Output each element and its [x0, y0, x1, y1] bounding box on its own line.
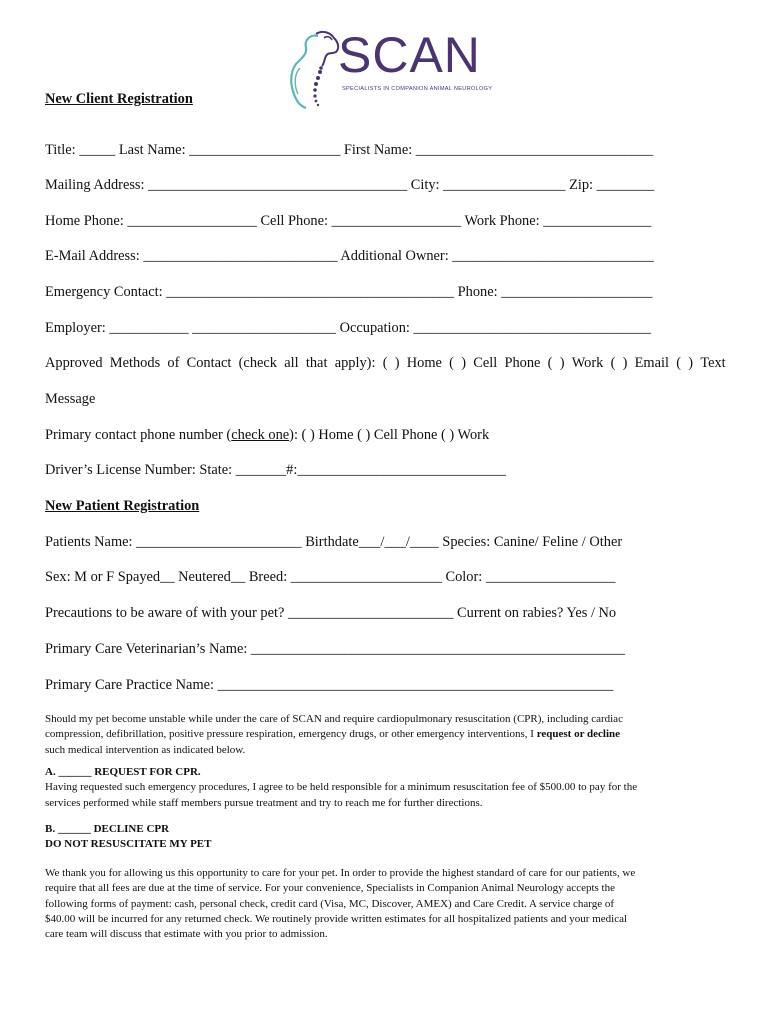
phone-numbers-line[interactable]: Home Phone: __________________ Cell Phone: __________________ Work Phone: _______________ — [45, 213, 652, 229]
checkbox-text-open[interactable]: ( — [676, 355, 682, 371]
precautions-rabies-line[interactable]: Precautions to be aware of with your pet? _______________________ Current on rabies? Yes / No — [45, 605, 617, 621]
contact-methods-word: Approved — [45, 355, 103, 371]
option-b-block — [45, 822, 726, 853]
contact-methods-word: of — [167, 355, 180, 371]
option-a-block — [45, 765, 726, 811]
primary-contact-line[interactable] — [45, 428, 489, 442]
option-a-text-line: services performed while staff members pursue treatment and try to reach me for further directions. — [45, 796, 483, 809]
cpr-text-line: such medical intervention as indicated below. — [45, 743, 246, 756]
checkbox-text-close[interactable]: ) — [688, 355, 694, 371]
primary-contact-prefix: Primary contact phone number ( — [45, 427, 232, 443]
option-email: Email — [634, 355, 670, 371]
do-not-resuscitate-text: DO NOT RESUSCITATE MY PET — [45, 838, 212, 851]
contact-methods-line[interactable] — [45, 356, 726, 370]
fees-text-line: require that all fees are due at the time of service. For your convenience, Specialists in Companion Animal Neurology accepts the — [45, 882, 615, 895]
option-cell-phone: Phone — [504, 355, 541, 371]
fees-text-line: We thank you for allowing us this opportunity to care for your pet. In order to provide the highest standard of care for our patients, we — [45, 867, 636, 879]
checkbox-cell-open[interactable]: ( — [449, 355, 454, 371]
fees-paragraph — [45, 866, 726, 942]
option-home: Home — [406, 355, 442, 371]
mailing-address-line[interactable]: Mailing Address: ____________________________________ City: _________________ Zip: ________ — [45, 177, 655, 193]
contact-methods-word: apply): — [334, 355, 376, 371]
drivers-license-line[interactable]: Driver’s License Number: State: _______#:_____________________________ — [45, 462, 506, 478]
fees-text-line: care team will discuss that estimate with you prior to admission. — [45, 928, 328, 941]
email-owner-line[interactable]: E-Mail Address: ___________________________ Additional Owner: ____________________________ — [45, 248, 654, 264]
primary-contact-options[interactable]: ): ( ) Home ( ) Cell Phone ( ) Work — [289, 427, 490, 443]
checkbox-email-open[interactable]: ( — [610, 355, 616, 371]
contact-methods-word: Methods — [109, 355, 161, 371]
option-cell: Cell — [473, 355, 498, 371]
checkbox-cell-close[interactable]: ) — [461, 355, 466, 371]
contact-methods-word: Contact — [186, 355, 232, 371]
fees-text-line: $40.00 will be incurred for any returned check. We routinely provide written estimates for all hospitalized patients and your medical — [45, 912, 628, 925]
request-cpr-option[interactable]: A. ______ REQUEST FOR CPR. — [45, 766, 201, 778]
title-name-line[interactable]: Title: _____ Last Name: _____________________ First Name: _________________________________ — [45, 142, 654, 158]
emergency-contact-line[interactable]: Emergency Contact: ________________________________________ Phone: _____________________ — [45, 284, 653, 300]
checkbox-home-close[interactable]: ) — [394, 355, 400, 371]
client-registration-heading: New Client Registration — [45, 91, 193, 107]
sex-breed-color-line[interactable]: Sex: M or F Spayed__ Neutered__ Breed: _____________________ Color: __________________ — [45, 569, 616, 585]
logo-wordmark: SCAN — [338, 27, 481, 83]
checkbox-work-close[interactable]: ) — [559, 355, 565, 371]
option-a-text-line: Having requested such emergency procedures, I agree to be held responsible for a minimum resuscitation fee of $500.00 to pay for the — [45, 781, 638, 794]
checkbox-email-close[interactable]: ) — [622, 355, 628, 371]
contact-methods-word: that — [305, 355, 328, 371]
primary-contact-check-one: check one — [231, 427, 290, 443]
checkbox-work-open[interactable]: ( — [547, 355, 553, 371]
fees-text-line: following forms of payment: cash, personal check, credit card (Visa, MC, Discover, AMEX) and Care Credit. A service charge of — [45, 897, 614, 910]
decline-cpr-option[interactable]: B. ______ DECLINE CPR — [45, 823, 170, 835]
employer-occupation-line[interactable]: Employer: ___________ ____________________ Occupation: _________________________________ — [45, 320, 651, 336]
practice-name-line[interactable]: Primary Care Practice Name: _______________________________________________________ — [45, 677, 614, 693]
patient-registration-heading: New Patient Registration — [45, 498, 200, 514]
checkbox-home-open[interactable]: ( — [382, 355, 388, 371]
logo-tagline: SPECIALISTS IN COMPANION ANIMAL NEUROLOGY — [342, 86, 493, 92]
contact-methods-continuation: Message — [45, 391, 96, 407]
veterinarian-name-line[interactable]: Primary Care Veterinarian’s Name: ____________________________________________________ — [45, 641, 626, 657]
option-text: Text — [700, 355, 726, 371]
contact-methods-word: (check — [238, 355, 277, 371]
request-or-decline-text: request or decline — [536, 728, 621, 741]
patient-name-line[interactable]: Patients Name: _______________________ Birthdate___/___/____ Species: Canine/ Feline / Other — [45, 534, 623, 550]
cpr-text-line: compression, defibrillation, positive pressure respiration, emergency drugs, or other emergency interventions, I — [45, 728, 537, 741]
scan-logo — [286, 27, 493, 112]
cpr-text-line: Should my pet become unstable while under the care of SCAN and require cardiopulmonary resuscitation (CPR), including cardiac — [45, 713, 623, 725]
animal-silhouette-icon — [286, 28, 346, 112]
cpr-paragraph — [45, 712, 726, 758]
contact-methods-word: all — [284, 355, 299, 371]
option-work: Work — [571, 355, 604, 371]
